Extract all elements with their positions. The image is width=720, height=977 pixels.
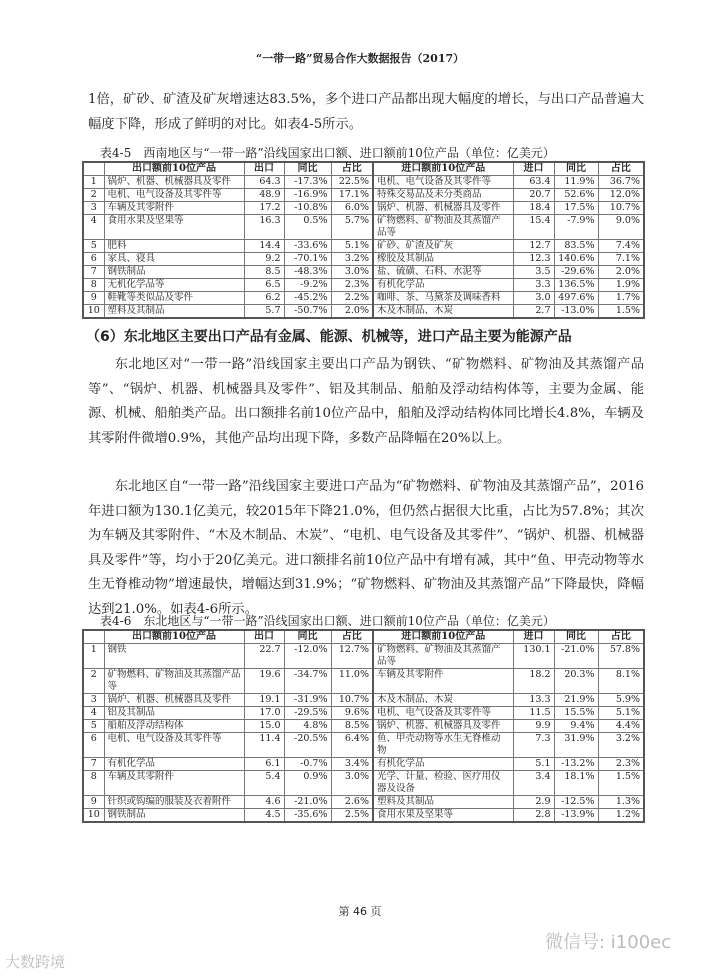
table-cell: 6.0% xyxy=(331,202,373,215)
table-cell: 3.2% xyxy=(331,253,373,266)
table-cell: 4.8% xyxy=(284,720,331,733)
wechat-watermark: 微信号: i100ec xyxy=(545,932,672,953)
table-cell: 2.3% xyxy=(598,758,644,771)
table-cell: 8.5% xyxy=(331,720,373,733)
table-cell: -10.8% xyxy=(284,202,331,215)
table-cell: 22.5% xyxy=(331,176,373,189)
table-cell: -13.0% xyxy=(554,305,598,319)
table-cell: 3.0% xyxy=(331,771,373,796)
column-header: 占比 xyxy=(331,162,373,176)
column-header: 出口额前10位产品 xyxy=(104,162,244,176)
table-cell: 17.0 xyxy=(244,707,284,720)
table-cell: -31.9% xyxy=(284,694,331,707)
table-row xyxy=(83,733,644,758)
table-cell: 锅炉、机器、机械器具及零件 xyxy=(373,720,513,733)
table-cell: 10.7% xyxy=(598,202,644,215)
table-cell: 4 xyxy=(83,215,104,240)
section-heading: （6）东北地区主要出口产品有金属、能源、机械等，进口产品主要为能源产品 xyxy=(86,329,572,345)
table-cell: 8.1% xyxy=(598,669,644,694)
table-cell: 车辆及其零附件 xyxy=(104,202,244,215)
table-cell: 8 xyxy=(83,279,104,292)
table-cell: 木及木制品、木炭 xyxy=(373,694,513,707)
column-header: 出口 xyxy=(244,162,284,176)
table-row xyxy=(83,202,644,215)
table-cell: 12.0% xyxy=(598,189,644,202)
table-cell: 10.7% xyxy=(331,694,373,707)
table-cell: 3.2% xyxy=(598,733,644,758)
table-cell: 12.7% xyxy=(331,644,373,669)
table-cell: 5.4 xyxy=(244,771,284,796)
table-cell: 63.4 xyxy=(513,176,554,189)
table-cell: -45.2% xyxy=(284,292,331,305)
table-cell: 1.2% xyxy=(598,809,644,823)
table-cell: 2.5% xyxy=(331,809,373,823)
table-row xyxy=(83,644,644,669)
table-row xyxy=(83,809,644,823)
table-cell: 鞋靴等类似品及零件 xyxy=(104,292,244,305)
table-cell: 2.3% xyxy=(331,279,373,292)
table-row xyxy=(83,694,644,707)
table-cell: -48.3% xyxy=(284,266,331,279)
table-cell: 2.6% xyxy=(331,796,373,809)
table-cell: 1.9% xyxy=(598,279,644,292)
table-cell: 18.4 xyxy=(513,202,554,215)
column-header: 同比 xyxy=(554,630,598,644)
table-cell: 5 xyxy=(83,240,104,253)
column-header xyxy=(83,630,104,644)
table-cell: 83.5% xyxy=(554,240,598,253)
table-cell: 9.4% xyxy=(554,720,598,733)
table-cell: 6 xyxy=(83,253,104,266)
table-cell: 20.7 xyxy=(513,189,554,202)
table-cell: 15.5% xyxy=(554,707,598,720)
table-cell: 橡胶及其制品 xyxy=(373,253,513,266)
table-row xyxy=(83,796,644,809)
table-cell: 矿物燃料、矿物油及其蒸馏产品等 xyxy=(104,669,244,694)
table-cell: 家具、寝具 xyxy=(104,253,244,266)
table-row xyxy=(83,215,644,240)
table-cell: 7.4% xyxy=(598,240,644,253)
table-cell: 57.8% xyxy=(598,644,644,669)
table-cell: -16.9% xyxy=(284,189,331,202)
table-cell: 7.1% xyxy=(598,253,644,266)
table-cell: 0.5% xyxy=(284,215,331,240)
table-cell: 1 xyxy=(83,176,104,189)
table-cell: 钢铁制品 xyxy=(104,266,244,279)
table-cell: 4.5 xyxy=(244,809,284,823)
table-cell: 电机、电气设备及其零件等 xyxy=(104,189,244,202)
watermark-logo: 大数跨境 xyxy=(5,953,66,971)
table-cell: 19.6 xyxy=(244,669,284,694)
table-cell: 31.9% xyxy=(554,733,598,758)
table-cell: 15.0 xyxy=(244,720,284,733)
table-cell: 11.4 xyxy=(244,733,284,758)
table-cell: -13.2% xyxy=(554,758,598,771)
table-cell: -12.0% xyxy=(284,644,331,669)
column-header: 出口额前10位产品 xyxy=(104,630,244,644)
table-cell: 3 xyxy=(83,694,104,707)
table-cell: 塑料及其制品 xyxy=(373,796,513,809)
table-cell: 5.7 xyxy=(244,305,284,319)
table-cell: 16.3 xyxy=(244,215,284,240)
table-cell: 船舶及浮动结构体 xyxy=(104,720,244,733)
table-cell: 7 xyxy=(83,758,104,771)
table-cell: 2.2% xyxy=(331,292,373,305)
table-cell: 4 xyxy=(83,707,104,720)
table-cell: 5.1% xyxy=(331,240,373,253)
table-cell: -7.9% xyxy=(554,215,598,240)
table-cell: 2.8 xyxy=(513,809,554,823)
paragraph-2: 东北地区对“一带一路”沿线国家主要出口产品为钢铁、“矿物燃料、矿物油及其蒸馏产品等”、“锅炉、机器、机械器具及零件”、铝及其制品、船舶及浮动结构体等，主要为金属、能源、机械、船舶类产品。出口额排名前10位产品中，船舶及浮动结构体同比增长4.8%，车辆及其零附件微增0.9%，其他产品均出现下降，多数产品降幅在20%以上。 xyxy=(88,357,644,446)
table-cell: -35.6% xyxy=(284,809,331,823)
table-cell: 1.5% xyxy=(598,305,644,319)
table-cell: 电机、电气设备及其零件等 xyxy=(373,176,513,189)
table-cell: 3.4 xyxy=(513,771,554,796)
table-cell: 15.4 xyxy=(513,215,554,240)
table-cell: 车辆及其零附件 xyxy=(373,669,513,694)
table-cell: 64.3 xyxy=(244,176,284,189)
table-cell: 10 xyxy=(83,305,104,319)
table-cell: 5.1 xyxy=(513,758,554,771)
table-cell: 6.1 xyxy=(244,758,284,771)
table-cell: 无机化学品等 xyxy=(104,279,244,292)
table-cell: 1.3% xyxy=(598,796,644,809)
table-cell: 铝及其制品 xyxy=(104,707,244,720)
table-cell: -29.5% xyxy=(284,707,331,720)
column-header: 进口 xyxy=(513,630,554,644)
table-cell: 8 xyxy=(83,771,104,796)
table-cell: 3 xyxy=(83,202,104,215)
table-cell: -29.6% xyxy=(554,266,598,279)
table-row xyxy=(83,758,644,771)
table-cell: 5.1% xyxy=(598,707,644,720)
table-cell: 5.9% xyxy=(598,694,644,707)
table-cell: 鱼、甲壳动物等水生无脊椎动物 xyxy=(373,733,513,758)
table-cell: 14.4 xyxy=(244,240,284,253)
table-cell: 木及木制品、木炭 xyxy=(373,305,513,319)
table-cell: 18.1% xyxy=(554,771,598,796)
table-cell: 塑料及其制品 xyxy=(104,305,244,319)
table-cell: 有机化学品 xyxy=(373,279,513,292)
table-cell: 3.5 xyxy=(513,266,554,279)
column-header: 占比 xyxy=(598,630,644,644)
table-4-6 xyxy=(82,629,645,823)
table-cell: 136.5% xyxy=(554,279,598,292)
table-cell: 矿物燃料、矿物油及其蒸馏产品等 xyxy=(373,215,513,240)
table-cell: 12.3 xyxy=(513,253,554,266)
table-cell: 咖啡、茶、马黛茶及调味香料 xyxy=(373,292,513,305)
table-row xyxy=(83,771,644,796)
table-cell: 矿物燃料、矿物油及其蒸馏产品等 xyxy=(373,644,513,669)
table-cell: 1.5% xyxy=(598,771,644,796)
table-cell: 3.3 xyxy=(513,279,554,292)
table-header-row xyxy=(83,630,644,644)
table-cell: 肥料 xyxy=(104,240,244,253)
table-cell: 17.1% xyxy=(331,189,373,202)
table-cell: 19.1 xyxy=(244,694,284,707)
table-cell: 锅炉、机器、机械器具及零件 xyxy=(104,176,244,189)
table-cell: 17.5% xyxy=(554,202,598,215)
table-cell: 11.0% xyxy=(331,669,373,694)
column-header: 占比 xyxy=(331,630,373,644)
table-cell: -34.7% xyxy=(284,669,331,694)
table-cell: -50.7% xyxy=(284,305,331,319)
table-cell: 电机、电气设备及其零件等 xyxy=(373,707,513,720)
table-row xyxy=(83,240,644,253)
paragraph-3: 东北地区自“一带一路”沿线国家主要进口产品为“矿物燃料、矿物油及其蒸馏产品”，2016年进口额为130.1亿美元，较2015年下降21.0%，但仍然占据很大比重，占比为57.8%；其次为车辆及其零附件、“木及木制品、木炭”、“电机、电气设备及其零件”、“锅炉、机器、机械器具及零件”等，均小于20亿美元。进口额排名前10位产品中有增有减，其中“鱼、甲壳动物等水生无脊椎动物”增速最快，增幅达到31.9%；“矿物燃料、矿物油及其蒸馏产品”下降最快，降幅达到21.0%。如表4-6所示。 xyxy=(88,479,644,617)
table-cell: 9.0% xyxy=(598,215,644,240)
table-cell: 5 xyxy=(83,720,104,733)
table-cell: 11.5 xyxy=(513,707,554,720)
table-cell: 6.2 xyxy=(244,292,284,305)
column-header: 同比 xyxy=(554,162,598,176)
table-cell: 食用水果及坚果等 xyxy=(104,215,244,240)
table-cell: 497.6% xyxy=(554,292,598,305)
table-cell: 9.2 xyxy=(244,253,284,266)
table-cell: 光学、计量、检验、医疗用仪器及设备 xyxy=(373,771,513,796)
paragraph-1: 1倍，矿砂、矿渣及矿灰增速达83.5%，多个进口产品都出现大幅度的增长，与出口产品普遍大幅度下降，形成了鲜明的对比。如表4-5所示。 xyxy=(88,92,644,132)
table-row xyxy=(83,176,644,189)
table-cell: 9 xyxy=(83,796,104,809)
column-header: 同比 xyxy=(284,162,331,176)
table-cell: -21.0% xyxy=(284,796,331,809)
table-cell: 140.6% xyxy=(554,253,598,266)
table-cell: 7 xyxy=(83,266,104,279)
table-cell: -0.7% xyxy=(284,758,331,771)
table-cell: 8.5 xyxy=(244,266,284,279)
table-cell: 11.9% xyxy=(554,176,598,189)
table-cell: 18.2 xyxy=(513,669,554,694)
table-cell: -70.1% xyxy=(284,253,331,266)
table-cell: 3.0% xyxy=(331,266,373,279)
table-cell: 52.6% xyxy=(554,189,598,202)
table-cell: 锅炉、机器、机械器具及零件 xyxy=(373,202,513,215)
table-cell: 2.0% xyxy=(331,305,373,319)
table-row xyxy=(83,707,644,720)
table-cell: -21.0% xyxy=(554,644,598,669)
table-cell: 20.3% xyxy=(554,669,598,694)
table-cell: 电机、电气设备及其零件等 xyxy=(104,733,244,758)
table-cell: 有机化学品 xyxy=(373,758,513,771)
table-cell: 盐、硫磺、石料、水泥等 xyxy=(373,266,513,279)
table-cell: 6.4% xyxy=(331,733,373,758)
table-cell: 13.3 xyxy=(513,694,554,707)
table-cell: -17.3% xyxy=(284,176,331,189)
table-row xyxy=(83,266,644,279)
table-cell: 车辆及其零附件 xyxy=(104,771,244,796)
table-row xyxy=(83,189,644,202)
table-cell: 6.5 xyxy=(244,279,284,292)
table-cell: 9.6% xyxy=(331,707,373,720)
column-header: 进口 xyxy=(513,162,554,176)
table-cell: 特殊交易品及未分类商品 xyxy=(373,189,513,202)
table-row xyxy=(83,720,644,733)
table-cell: 钢铁 xyxy=(104,644,244,669)
table-row xyxy=(83,279,644,292)
column-header: 占比 xyxy=(598,162,644,176)
table-4-5 xyxy=(82,161,645,319)
running-header: “一带一路”贸易合作大数据报告（2017） xyxy=(255,52,465,65)
table-cell: -20.5% xyxy=(284,733,331,758)
table-cell: 2.0% xyxy=(598,266,644,279)
table-cell: 4.6 xyxy=(244,796,284,809)
table-cell: 130.1 xyxy=(513,644,554,669)
column-header: 进口额前10位产品 xyxy=(373,162,513,176)
table-cell: 1.7% xyxy=(598,292,644,305)
table-cell: 6 xyxy=(83,733,104,758)
table-cell: 21.9% xyxy=(554,694,598,707)
table-4-5-caption: 表4-5 西南地区与“一带一路”沿线国家出口额、进口额前10位产品（单位：亿美元） xyxy=(100,146,555,160)
table-cell: 矿砂、矿渣及矿灰 xyxy=(373,240,513,253)
table-cell: 有机化学品 xyxy=(104,758,244,771)
table-cell: 3.4% xyxy=(331,758,373,771)
table-row xyxy=(83,305,644,319)
table-cell: -13.9% xyxy=(554,809,598,823)
table-cell: 9.9 xyxy=(513,720,554,733)
table-row xyxy=(83,292,644,305)
table-cell: 7.3 xyxy=(513,733,554,758)
column-header xyxy=(83,162,104,176)
table-cell: 1 xyxy=(83,644,104,669)
table-row xyxy=(83,669,644,694)
table-cell: 9 xyxy=(83,292,104,305)
table-header-row xyxy=(83,162,644,176)
table-cell: 48.9 xyxy=(244,189,284,202)
table-cell: 36.7% xyxy=(598,176,644,189)
page-number: 第 46 页 xyxy=(338,905,382,918)
table-4-6-caption: 表4-6 东北地区与“一带一路”沿线国家出口额、进口额前10位产品（单位：亿美元） xyxy=(100,614,555,628)
table-cell: -12.5% xyxy=(554,796,598,809)
column-header: 出口 xyxy=(244,630,284,644)
table-cell: -9.2% xyxy=(284,279,331,292)
table-cell: 10 xyxy=(83,809,104,823)
table-cell: 2.7 xyxy=(513,305,554,319)
table-cell: 锅炉、机器、机械器具及零件 xyxy=(104,694,244,707)
table-cell: -33.6% xyxy=(284,240,331,253)
table-cell: 2 xyxy=(83,189,104,202)
table-cell: 食用水果及坚果等 xyxy=(373,809,513,823)
column-header: 进口额前10位产品 xyxy=(373,630,513,644)
table-row xyxy=(83,253,644,266)
column-header: 同比 xyxy=(284,630,331,644)
table-cell: 2.9 xyxy=(513,796,554,809)
table-cell: 22.7 xyxy=(244,644,284,669)
table-cell: 0.9% xyxy=(284,771,331,796)
table-cell: 2 xyxy=(83,669,104,694)
table-cell: 钢铁制品 xyxy=(104,809,244,823)
table-cell: 5.7% xyxy=(331,215,373,240)
table-cell: 针织或钩编的服装及衣着附件 xyxy=(104,796,244,809)
table-cell: 12.7 xyxy=(513,240,554,253)
table-cell: 3.0 xyxy=(513,292,554,305)
table-cell: 17.2 xyxy=(244,202,284,215)
table-cell: 4.4% xyxy=(598,720,644,733)
